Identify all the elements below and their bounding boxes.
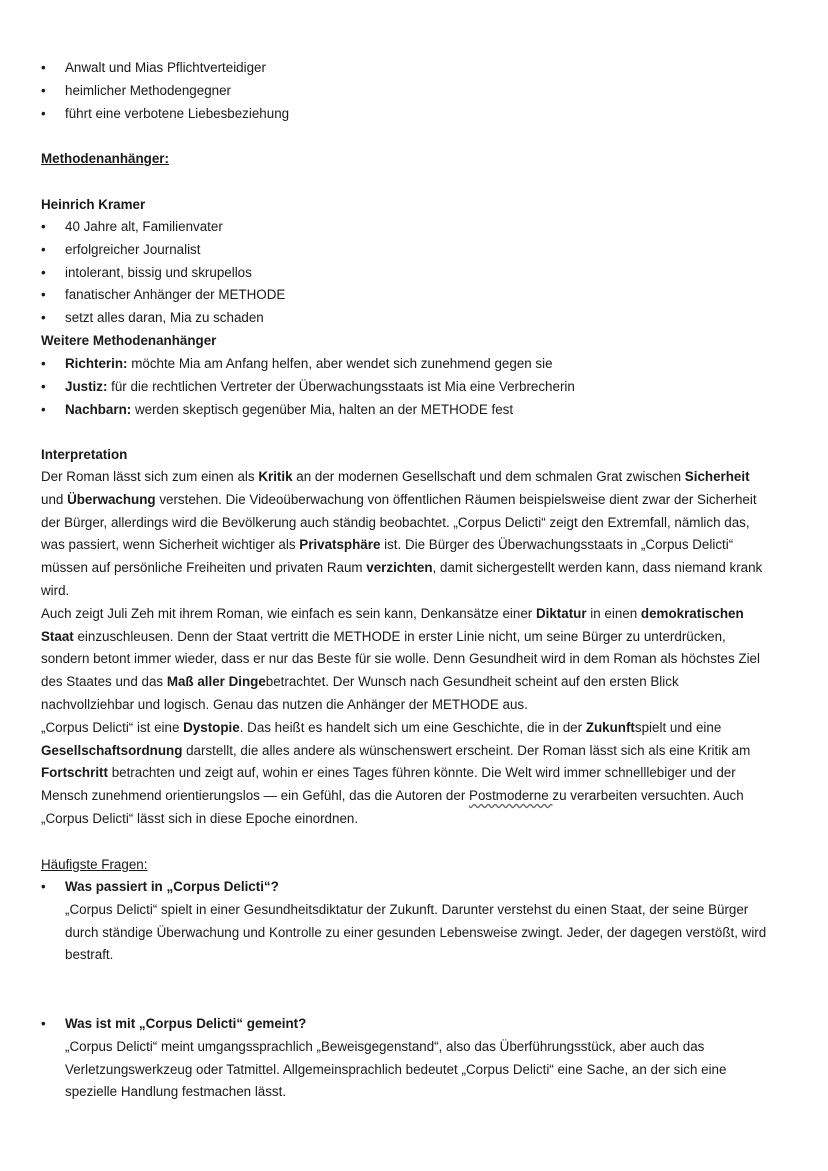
paragraph-line xyxy=(41,626,791,649)
text-run: Mensch zunehmend orientierungslos — ein Gefühl, das die Autoren der xyxy=(41,788,470,804)
list-item: • intolerant, bissig und skrupellos xyxy=(41,262,285,285)
text-run: spielt und eine xyxy=(634,719,722,735)
text-run: nachvollziehbar und logisch. Genau das nutzen die Anhänger der METHODE aus. xyxy=(41,696,528,712)
section-heading-faq: Häufigste Fragen: xyxy=(41,857,148,872)
bullet-icon: • xyxy=(41,879,46,894)
bold-term: Zukunft xyxy=(585,719,635,735)
paragraph-line xyxy=(41,648,791,671)
list-item: • heimlicher Methodengegner xyxy=(41,80,289,103)
faq-question: • Was ist mit „Corpus Delicti“ gemeint? xyxy=(41,1013,801,1036)
text-run: müssen auf persönliche Freiheiten und privaten Raum xyxy=(41,560,367,576)
paragraph-line xyxy=(41,466,791,489)
text-run: darstellt, die alles andere als wünschenswert erscheint. Der Roman lässt sich als eine Kritik am xyxy=(182,742,751,758)
faq-item xyxy=(41,1013,801,1104)
paragraph-line xyxy=(41,694,791,717)
paragraph-line xyxy=(41,762,791,785)
weitere-list xyxy=(41,353,575,421)
top-bullet-list xyxy=(41,57,289,125)
bold-term: Kritik xyxy=(258,469,293,484)
bold-term: Dystopie xyxy=(183,719,240,735)
bold-term: verzichten xyxy=(366,560,433,576)
list-item: • führt eine verbotene Liebesbeziehung xyxy=(41,103,289,126)
bold-term: Überwachung xyxy=(67,491,156,507)
bold-term: Gesellschaftsordnung xyxy=(41,742,183,758)
text-run: ist. Die Bürger des Überwachungsstaats in „Corpus Delicti“ xyxy=(380,537,734,553)
faq-answer: „Corpus Delicti“ spielt in einer Gesundheitsdiktatur der Zukunft. Darunter verstehst du einen Staat, der seine Bürger durch ständige Überwachung und Kontrolle zu einer gesunden Lebensweise zwingt. Jeder, der dagegen verstößt, wird bestraft. xyxy=(65,901,767,963)
text-run: Auch zeigt Juli Zeh mit ihrem Roman, wie einfach es sein kann, Denkansätze einer xyxy=(41,605,536,621)
text-run: „Corpus Delicti“ ist eine xyxy=(41,719,184,735)
section-heading-weitere: Weitere Methodenanhänger xyxy=(41,333,217,348)
bullet-icon: • xyxy=(41,1016,46,1031)
bullet-icon: • xyxy=(41,356,46,371)
bold-term: demokratischen xyxy=(640,605,744,621)
bullet-icon: • xyxy=(41,378,46,394)
paragraph-line xyxy=(41,489,791,512)
bold-term: Maß aller Dinge xyxy=(166,674,266,690)
text-run: zu verarbeiten versuchten. Auch xyxy=(552,788,744,804)
section-heading-interpretation: Interpretation xyxy=(41,447,128,462)
bold-term: Fortschritt xyxy=(41,765,108,781)
paragraph-line xyxy=(41,603,791,626)
text-run: und xyxy=(41,491,68,507)
bullet-icon: • xyxy=(41,219,46,234)
text-run: des Staates und das xyxy=(41,674,167,690)
bullet-icon: • xyxy=(41,264,46,280)
paragraph-line xyxy=(41,512,791,535)
bullet-icon: • xyxy=(41,241,46,257)
paragraph-line xyxy=(41,534,791,557)
paragraph-line xyxy=(41,580,791,603)
character-name-kramer: Heinrich Kramer xyxy=(41,197,146,212)
interpretation-paragraph xyxy=(41,466,791,831)
paragraph-line xyxy=(41,671,791,694)
list-item: • setzt alles daran, Mia zu schaden xyxy=(41,307,285,330)
list-item: • 40 Jahre alt, Familienvater xyxy=(41,216,285,239)
text-run: Der Roman lässt sich zum einen als xyxy=(41,469,259,484)
text-run: wird. xyxy=(41,582,70,598)
text-run: verstehen. Die Videoüberwachung von öffentlichen Räumen beispielsweise dient zwar der Sicherheit xyxy=(155,491,757,507)
paragraph-line xyxy=(41,740,791,763)
text-run: betrachten und zeigt auf, wohin er eines Tages führen könnte. Die Welt wird immer schnelllebiger und der xyxy=(107,765,736,781)
list-item: • Anwalt und Mias Pflichtverteidiger xyxy=(41,57,289,80)
bullet-icon: • xyxy=(41,310,46,326)
text-run: sondern betont immer wieder, dass er nur das Beste für sie wolle. Denn Gesundheit wird in dem Roman als höchstes Ziel xyxy=(41,651,760,667)
bullet-icon: • xyxy=(41,60,46,75)
faq-question: • Was passiert in „Corpus Delicti“? xyxy=(41,876,801,899)
text-run: Postmoderne xyxy=(469,788,553,804)
list-item: • Richterin: möchte Mia am Anfang helfen, aber wendet sich zunehmend gegen sie xyxy=(41,353,575,376)
list-item: • fanatischer Anhänger der METHODE xyxy=(41,284,285,307)
text-run: . Das heißt es handelt sich um eine Geschichte, die in der xyxy=(239,719,586,735)
bold-term: Sicherheit xyxy=(684,469,750,484)
text-run: in einen xyxy=(586,605,641,621)
text-run: einzuschleusen. Denn der Staat vertritt die METHODE in erster Linie nicht, um seine Bürger zu unterdrücken, xyxy=(73,628,726,644)
list-item: • Justiz: für die rechtlichen Vertreter der Überwachungsstaats ist Mia eine Verbrecherin xyxy=(41,376,575,399)
bullet-icon: • xyxy=(41,287,46,303)
bullet-icon: • xyxy=(41,105,46,121)
list-item: • erfolgreicher Journalist xyxy=(41,239,285,262)
bold-term: Diktatur xyxy=(535,605,587,621)
bold-term: Staat xyxy=(41,628,74,644)
list-item: • Nachbarn: werden skeptisch gegenüber Mia, halten an der METHODE fest xyxy=(41,399,575,422)
section-heading-methodenanhaenger: Methodenanhänger: xyxy=(41,151,169,166)
paragraph-line xyxy=(41,808,791,831)
bullet-icon: • xyxy=(41,82,46,98)
kramer-traits-list xyxy=(41,216,285,330)
paragraph-line xyxy=(41,717,791,740)
bullet-icon: • xyxy=(41,401,46,417)
paragraph-line xyxy=(41,785,791,808)
paragraph-line xyxy=(41,557,791,580)
text-run: der Bürger, allerdings wird die Bevölkerung auch ständig beobachtet. „Corpus Delicti“ zeigt den Extremfall, nämlich das, xyxy=(41,514,750,530)
faq-answer: „Corpus Delicti“ meint umgangssprachlich „Beweisgegenstand“, also das Überführungsstück, aber auch das Verletzungswerkzeug oder Tatmittel. Allgemeinsprachlich bedeutet „Corpus Delicti“ eine Sache, an der sich eine spezielle Handlung festmachen lässt. xyxy=(65,1038,727,1100)
text-run: was passiert, wenn Sicherheit wichtiger als xyxy=(41,537,300,553)
faq-item xyxy=(41,876,801,967)
text-run: betrachtet. Der Wunsch nach Gesundheit scheint auf den ersten Blick xyxy=(265,674,679,690)
text-run: „Corpus Delicti“ lässt sich in diese Epoche einordnen. xyxy=(41,810,359,826)
bold-term: Privatsphäre xyxy=(299,537,381,553)
text-run: an der modernen Gesellschaft und dem schmalen Grat zwischen xyxy=(292,469,685,484)
text-run: , damit sichergestellt werden kann, dass niemand krank xyxy=(432,560,763,576)
